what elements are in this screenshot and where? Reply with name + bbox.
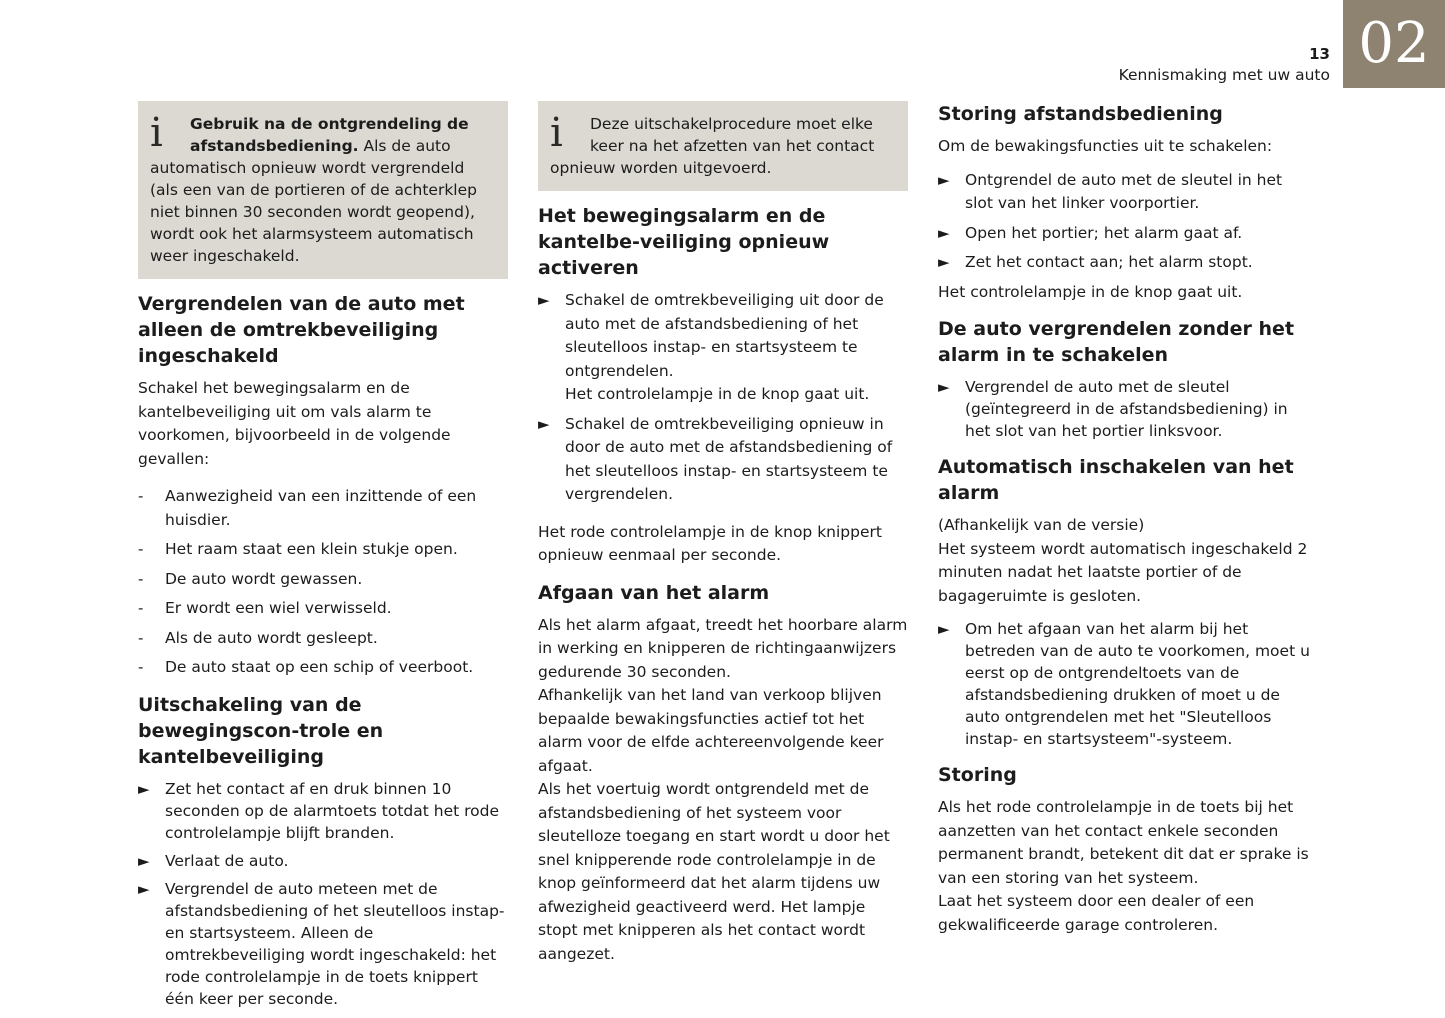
paragraph: Het rode controlelampje in de knop knippert opnieuw eenmaal per seconde. [538, 522, 882, 564]
info-text: Als de auto automatisch opnieuw wordt vergrendeld (als een van de portieren of de achterklep niet binnen 30 seconden wordt geopend), wordt ook het alarmsysteem automatisch weer ingeschakeld. [150, 137, 477, 265]
arrow-icon: ► [938, 253, 950, 271]
dash-icon: - [138, 487, 144, 505]
arrow-list [538, 289, 908, 507]
dash-icon: - [138, 569, 144, 588]
list-item: ► Om het afgaan van het alarm bij het betreden van de auto te voorkomen, moet u eerst op de ontgrendeltoets van de afstandsbediening drukken of moet u de auto ontgrendelen met het "Sleutelloos instap- en startsysteem"-systeem. [938, 620, 1310, 748]
dash-icon: - [138, 628, 144, 647]
dash-icon: - [138, 599, 144, 617]
section-heading: Het bewegingsalarm en de kantelbe-veiliging opnieuw activeren [538, 205, 830, 279]
arrow-icon: ► [938, 620, 950, 638]
list-item: ► Vergrendel de auto met de sleutel (geïntegreerd in de afstandsbediening) in het slot van het portier linksvoor. [938, 378, 1288, 440]
column-1 [138, 101, 508, 1016]
arrow-icon: ► [938, 223, 950, 242]
arrow-icon: ► [938, 378, 950, 396]
paragraph: Om de bewakingsfuncties uit te schakelen: [938, 137, 1273, 155]
chapter-title: Kennismaking met uw auto [1118, 66, 1330, 84]
arrow-icon: ► [138, 779, 150, 798]
paragraph: (Afhankelijk van de versie) Het systeem wordt automatisch ingeschakeld 2 minuten nadat het laatste portier of de bagageruimte is gesloten. [938, 516, 1308, 605]
arrow-icon: ► [138, 851, 150, 870]
list-item: ► Verlaat de auto. [138, 851, 289, 870]
list-item: - Als de auto wordt gesleept. [138, 627, 508, 651]
list-item: ► Schakel de omtrekbeveiliging uit door de auto met de afstandsbediening of het sleutelloos instap- en startsysteem te ontgrendelen. Het controlelampje in de knop gaat uit. [538, 291, 884, 403]
arrow-icon: ► [938, 170, 950, 189]
list-item: - De auto staat op een schip of veerboot. [138, 656, 508, 680]
list-item: ► Vergrendel de auto meteen met de afstandsbediening of het sleutelloos instap- en startsysteem. Alleen de omtrekbeveiliging wordt ingeschakeld: het rode controlelampje in de toets knippert één keer per seconde. [138, 879, 505, 1008]
dash-icon: - [138, 540, 144, 558]
list-item: - Er wordt een wiel verwisseld. [138, 597, 508, 621]
list-item: - Aanwezigheid van een inzittende of een huisdier. [138, 487, 477, 529]
list-item: ► Zet het contact aan; het alarm stopt. [938, 251, 1310, 275]
arrow-list [138, 778, 508, 1010]
paragraph: Schakel het bewegingsalarm en de kantelbeveiliging uit om vals alarm te voorkomen, bijvoorbeeld in de volgende gevallen: [138, 379, 451, 468]
info-bold-text: Gebruik na de ontgrendeling de afstandsbediening. [190, 115, 469, 155]
list-item: ► Ontgrendel de auto met de sleutel in het slot van het linker voorportier. [938, 170, 1283, 212]
list-item: ► Zet het contact af en druk binnen 10 seconden op de alarmtoets totdat het rode controlelampje blijft branden. [138, 779, 500, 842]
dash-list [138, 485, 508, 680]
list-item: - De auto wordt gewassen. [138, 568, 508, 592]
section-heading: Storing [938, 764, 1017, 786]
page-number: 13 [1309, 45, 1330, 63]
section-heading: Storing afstandsbediening [938, 103, 1223, 125]
arrow-icon: ► [538, 414, 550, 433]
info-icon: i [150, 110, 163, 156]
section-heading: Automatisch inschakelen van het alarm [938, 456, 1294, 504]
info-box [138, 101, 508, 279]
arrow-list [938, 169, 1310, 275]
list-item: - Het raam staat een klein stukje open. [138, 538, 508, 562]
section-heading: Afgaan van het alarm [538, 581, 770, 604]
chapter-tab: 02 [1343, 0, 1445, 88]
arrow-icon: ► [538, 291, 550, 309]
section-heading: Uitschakeling van de bewegingscon-trole en kantelbeveiliging [138, 693, 384, 768]
arrow-icon: ► [138, 879, 150, 898]
column-2 [538, 101, 908, 966]
paragraph: Het controlelampje in de knop gaat uit. [938, 282, 1243, 301]
list-item: ► Open het portier; het alarm gaat af. [938, 222, 1310, 246]
arrow-list [938, 376, 1310, 442]
dash-icon: - [138, 658, 144, 676]
info-box [538, 101, 908, 191]
column-3 [938, 101, 1310, 947]
list-item: ► Schakel de omtrekbeveiliging opnieuw in door de auto met de afstandsbediening of het sleutelloos instap- en startsysteem te vergrendelen. [538, 414, 893, 503]
paragraph: Als het alarm afgaat, treedt het hoorbare alarm in werking en knipperen de richtingaanwijzers gedurende 30 seconden. Afhankelijk van het land van verkoop blijven bepaalde bewakingsfuncties actief tot het alarm voor de elfde achtereenvolgende keer afgaat. Als het voertuig wordt ontgrendeld met de afstandsbediening of het systeem voor sleutelloze toegang en start wordt u door het snel knipperende rode controlelampje in de knop geïnformeerd dat het alarm tijdens uw afwezigheid geactiveerd werd. Het lampje stopt met knipperen als het contact wordt aangezet. [538, 615, 908, 963]
info-text: Deze uitschakelprocedure moet elke keer na het afzetten van het contact opnieuw worden uitgevoerd. [550, 115, 875, 177]
section-heading: De auto vergrendelen zonder het alarm in te schakelen [938, 318, 1295, 366]
section-heading: Vergrendelen van de auto met alleen de omtrekbeveiliging ingeschakeld [138, 293, 465, 367]
arrow-list [938, 618, 1310, 750]
info-icon: i [550, 110, 563, 156]
paragraph: Als het rode controlelampje in de toets bij het aanzetten van het contact enkele seconden permanent brandt, betekent dit dat er sprake is van een storing van het systeem. Laat het systeem door een dealer of een gekwalificeerde garage controleren. [938, 798, 1309, 934]
